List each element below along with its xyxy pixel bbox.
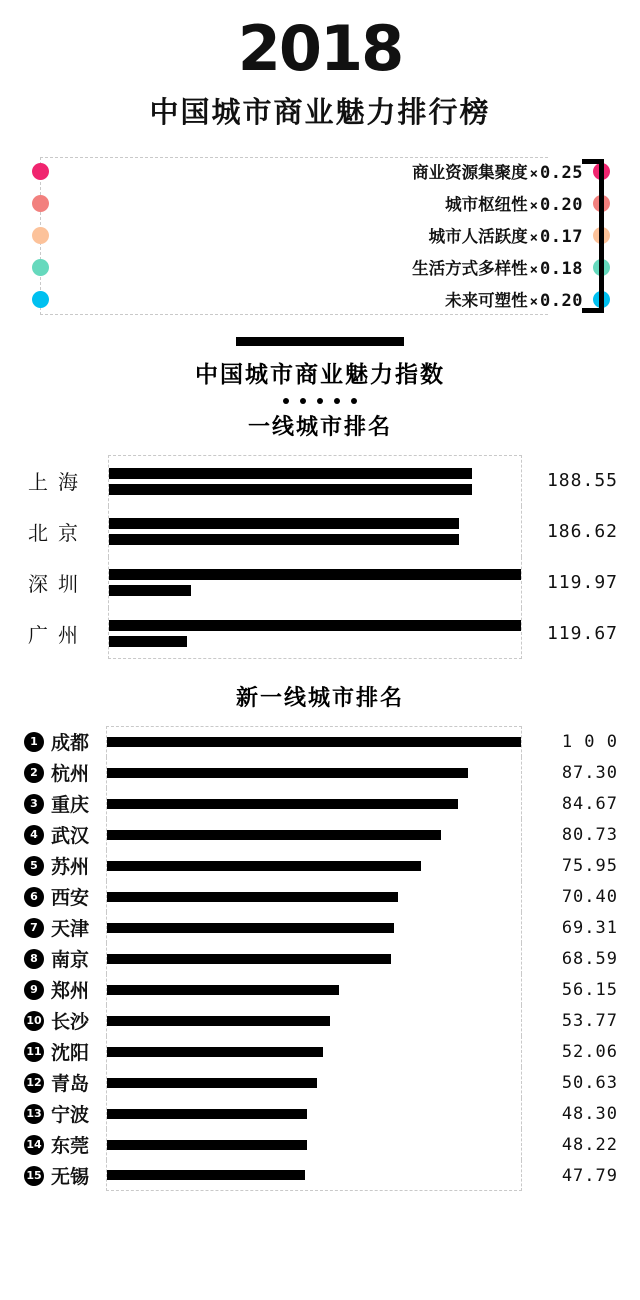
city-label: 成都 [51,733,90,754]
city-label: 重庆 [51,795,90,816]
bar-track [108,506,522,557]
bar-track [106,1160,522,1191]
value-label: 119.67 [546,623,618,644]
value-label: 75.95 [561,855,618,876]
legend-dot-left-icon [32,195,49,212]
chart-row [22,819,618,850]
legend-dot-left-icon [32,227,49,244]
rank-badge: 7 [24,918,44,938]
value-label: 186.62 [546,521,618,542]
bar [107,1109,307,1119]
city-label: 东莞 [51,1136,90,1157]
chart-row [22,788,618,819]
city-label: 宁波 [51,1105,90,1126]
newtier1-chart [22,726,618,1191]
page-header [0,0,640,131]
city-label: 青岛 [51,1074,90,1095]
rank-badge: 10 [24,1011,44,1031]
rank-badge: 4 [24,825,44,845]
bar-track [106,974,522,1005]
bar-track [106,881,522,912]
legend-row [22,155,618,187]
legend-text: 商业资源集聚度 [412,164,528,182]
legend [22,149,618,321]
bar-track [106,912,522,943]
chart-row [22,943,618,974]
bar-segment [109,484,472,495]
bar-track [106,1129,522,1160]
index-heading [0,337,640,404]
bar-segment [109,585,191,596]
legend-text: 城市枢纽性 [445,196,528,214]
chart-row [22,1160,618,1191]
bar [107,1047,323,1057]
legend-label-3 [49,255,593,279]
chart-row [22,608,618,659]
value-label: 47.79 [561,1165,618,1186]
legend-dot-left-icon [32,291,49,308]
bar [107,1078,317,1088]
bar [107,830,441,840]
city-label: 西安 [51,888,90,909]
chart-row [22,557,618,608]
value-label: 1 0 0 [561,731,618,752]
legend-weight: 0.25 [540,163,583,183]
rank-badge: 11 [24,1042,44,1062]
legend-text: 生活方式多样性 [412,260,528,278]
value-label: 80.73 [561,824,618,845]
value-label: 69.31 [561,917,618,938]
bar-track [106,850,522,881]
legend-multiply-sign: × [529,294,539,310]
bar-track [106,943,522,974]
legend-dot-left-icon [32,163,49,180]
newtier1-section-title: 新一线城市排名 [235,685,404,710]
heading-rule [236,337,404,346]
city-label: 天津 [51,919,90,940]
city-label: 深圳 [28,574,88,596]
city-label: 广州 [28,625,88,647]
legend-label-4 [49,287,593,311]
bar-segment [109,620,521,631]
bar [107,861,421,871]
legend-row [22,219,618,251]
bar-track [106,1098,522,1129]
separator-dot-icon [317,398,323,404]
bar-segment [109,569,521,580]
city-label: 武汉 [51,826,90,847]
bar-track [106,788,522,819]
bar [107,737,521,747]
bar [107,1016,330,1026]
value-label: 188.55 [546,470,618,491]
chart-row [22,974,618,1005]
bar-track [106,1067,522,1098]
legend-row [22,251,618,283]
city-label: 无锡 [51,1167,90,1188]
chart-row [22,506,618,557]
index-title: 中国城市商业魅力指数 [195,361,445,387]
value-label: 50.63 [561,1072,618,1093]
legend-dot-left-icon [32,259,49,276]
value-label: 53.77 [561,1010,618,1031]
chart-row [22,1005,618,1036]
legend-label-0 [49,159,593,183]
bar [107,1170,305,1180]
value-label: 119.97 [546,572,618,593]
tier1-chart [22,455,618,659]
bar-group [109,506,521,557]
legend-text: 城市人活跃度 [428,228,528,246]
bar [107,985,339,995]
value-label: 48.22 [561,1134,618,1155]
chart-row [22,1067,618,1098]
separator-dot-icon [300,398,306,404]
rank-badge: 8 [24,949,44,969]
bar [107,923,394,933]
rank-badge: 12 [24,1073,44,1093]
page-year: 2018 [237,12,403,85]
legend-multiply-sign: × [529,262,539,278]
value-label: 52.06 [561,1041,618,1062]
legend-row [22,283,618,315]
bar-group [109,456,521,506]
city-label: 南京 [51,950,90,971]
chart-row [22,1129,618,1160]
bar [107,954,391,964]
chart-row [22,757,618,788]
dot-separator [0,398,640,404]
city-label: 郑州 [51,981,90,1002]
legend-row [22,187,618,219]
legend-weight: 0.18 [540,259,583,279]
bar [107,799,458,809]
legend-weight: 0.20 [540,291,583,311]
legend-multiply-sign: × [529,166,539,182]
chart-row [22,1098,618,1129]
legend-weight: 0.20 [540,195,583,215]
rank-badge: 15 [24,1166,44,1186]
bar-segment [109,518,459,529]
bar [107,892,398,902]
chart-row [22,455,618,506]
bar-group [109,557,521,608]
bar-segment [109,534,459,545]
legend-multiply-sign: × [529,198,539,214]
bar-track [106,757,522,788]
value-label: 87.30 [561,762,618,783]
rank-badge: 5 [24,856,44,876]
city-label: 苏州 [51,857,90,878]
legend-multiply-sign: × [529,230,539,246]
bar-track [106,726,522,757]
separator-dot-icon [351,398,357,404]
page-title: 中国城市商业魅力排行榜 [149,97,491,129]
rank-badge: 1 [24,732,44,752]
bar [107,768,468,778]
separator-dot-icon [283,398,289,404]
legend-label-1 [49,191,593,215]
bar-track [108,557,522,608]
chart-row [22,850,618,881]
bar-track [106,819,522,850]
bar-track [108,608,522,659]
rank-badge: 3 [24,794,44,814]
chart-row [22,881,618,912]
rank-badge: 13 [24,1104,44,1124]
bar-group [109,608,521,658]
city-label: 上海 [28,472,88,494]
value-label: 68.59 [561,948,618,969]
value-label: 70.40 [561,886,618,907]
bar-track [106,1005,522,1036]
bar-track [106,1036,522,1067]
value-label: 48.30 [561,1103,618,1124]
rank-badge: 9 [24,980,44,1000]
value-label: 56.15 [561,979,618,1000]
legend-weight: 0.17 [540,227,583,247]
tier1-section-title: 一线城市排名 [247,414,392,439]
bar [107,1140,307,1150]
legend-text: 未来可塑性 [445,292,528,310]
bar-track [108,455,522,506]
chart-row [22,1036,618,1067]
rank-badge: 6 [24,887,44,907]
chart-row [22,912,618,943]
city-label: 长沙 [51,1012,90,1033]
city-label: 杭州 [51,764,90,785]
legend-bracket [582,159,604,313]
city-label: 北京 [28,523,88,545]
bar-segment [109,468,472,479]
rank-badge: 14 [24,1135,44,1155]
value-label: 84.67 [561,793,618,814]
bar-segment [109,636,187,647]
legend-label-2 [49,223,593,247]
city-label: 沈阳 [51,1043,90,1064]
chart-row [22,726,618,757]
rank-badge: 2 [24,763,44,783]
separator-dot-icon [334,398,340,404]
